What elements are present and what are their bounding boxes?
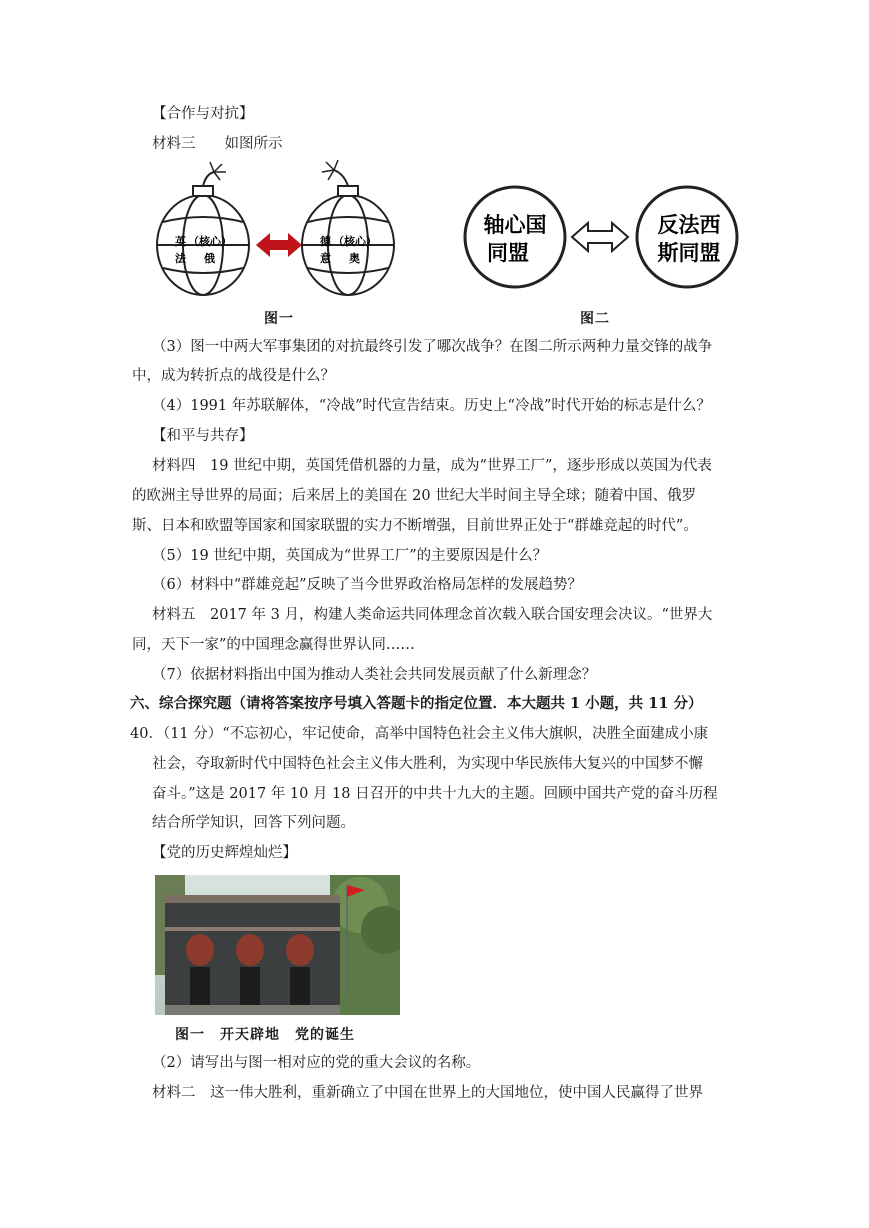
question-40-line1: 40．（11 分）“不忘初心，牢记使命，高举中国特色社会主义伟大旗帜，决胜全面建成小康 [130,726,709,742]
question-3-line2: 中，成为转折点的战役是什么？ [132,368,335,384]
question-5: （5）19 世纪中期，英国成为“世界工厂”的主要原因是什么？ [152,548,548,564]
left-globe-core: （核心） [188,235,232,248]
heading-cooperation: 【合作与对抗】 [152,106,254,122]
right-globe-core: （核心） [333,235,377,248]
right-globe-country-1: 德 [320,235,331,248]
left-globe-country-2: 法 [175,252,186,265]
heading-party-history: 【党的历史辉煌灿烂】 [152,845,297,861]
double-arrow-icon [572,223,628,251]
left-fuse-spark-icon [210,162,226,180]
question-6: （6）材料中“群雄竞起”反映了当今世界政治格局怎样的发展趋势？ [152,577,583,593]
axis-circle [465,187,565,287]
photo-caption: 图一 开天辟地 党的诞生 [175,1027,355,1043]
question-40-line3: 奋斗。”这是 2017 年 10 月 18 日召开的中共十九大的主题。回顾中国共产党的奋斗历程 [152,786,718,802]
allies-label-line1: 反法西 [657,212,721,237]
material-3-label: 材料三 如图所示 [152,136,283,152]
material-4-line3: 斯、日本和欧盟等国家和国家联盟的实力不断增强，目前世界正处于“群雄竞起的时代”。 [132,518,698,534]
question-40-line4: 结合所学知识，回答下列问题。 [152,815,355,831]
question-40-line2: 社会，夺取新时代中国特色社会主义伟大胜利，为实现中华民族伟大复兴的中国梦不懈 [152,756,703,772]
question-4: （4）1991 年苏联解体，“冷战”时代宣告结束。历史上“冷战”时代开始的标志是什么？ [152,398,711,414]
question-2: （2）请写出与图一相对应的党的重大会议的名称。 [152,1055,481,1071]
material-2-line1: 材料二 这一伟大胜利，重新确立了中国在世界上的大国地位，使中国人民赢得了世界 [152,1085,703,1101]
confrontation-arrow-icon [256,233,302,257]
figure-1-caption: 图一 [264,311,294,327]
figure-military-blocs [148,160,408,330]
material-5-line2: 同，天下一家”的中国理念赢得世界认同…… [132,637,415,653]
part-6-title: 六、综合探究题（请将答案按序号填入答题卡的指定位置．本大题共 1 小题，共 11 分） [130,695,703,712]
material-5-line1: 材料五 2017 年 3 月，构建人类命运共同体理念首次载入联合国安理会决议。“世界大 [152,607,713,623]
figure-2-caption: 图二 [580,311,610,327]
allies-circle [637,187,737,287]
left-globe-country-1: 英 [175,235,186,248]
axis-label-line2: 同盟 [487,240,529,265]
question-7: （7）依据材料指出中国为推动人类社会共同发展贡献了什么新理念？ [152,667,597,683]
right-bomb-globe [302,170,394,295]
left-globe-country-3: 俄 [204,252,215,265]
right-globe-country-2: 意 [320,252,331,265]
allies-label-line2: 斯同盟 [657,240,721,265]
question-3-line1: （3）图一中两大军事集团的对抗最终引发了哪次战争？在图二所示两种力量交锋的战争 [152,339,713,355]
material-4-line2: 的欧洲主导世界的局面；后来居上的美国在 20 世纪大半时间主导全球；随着中国、俄罗 [132,488,697,504]
axis-label-line1: 轴心国 [483,212,547,237]
heading-peace: 【和平与共存】 [152,428,254,444]
left-bomb-globe [157,172,249,295]
congress-site-photo [155,875,400,1015]
material-4-line1: 材料四 19 世纪中期，英国凭借机器的力量，成为“世界工厂”，逐步形成以英国为代表 [152,458,712,474]
figure-axis-vs-allies [460,180,750,295]
right-globe-country-3: 奥 [349,252,360,265]
